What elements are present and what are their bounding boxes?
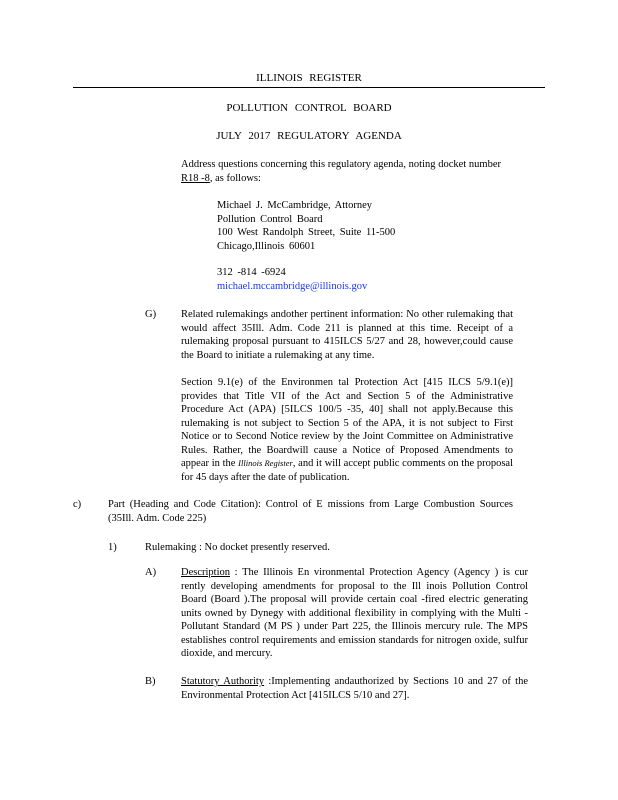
item-a-text [181, 566, 528, 661]
item-g-para1: Related rulemakings andother pertinent information: No other rulemaking that would affect 35Ill. Adm. Code 211 is planned at this time. Receipt of a rulemaking proposal pursuant to 415ILCS 5/27 and 28, however,could cause the Board to initiate a rulemaking at any time. [181, 309, 513, 361]
contact-name: Michael J. McCambridge, Attorney [217, 200, 373, 211]
address-intro [181, 158, 501, 185]
agenda-title: JULY 2017 REGULATORY AGENDA [216, 130, 402, 142]
header-rule [73, 87, 545, 88]
contact-org: Pollution Control Board [217, 213, 323, 225]
board-title: POLLUTION CONTROL BOARD [226, 102, 392, 114]
item-g-label: G) [145, 309, 157, 320]
address-intro-tail: , as follows: [209, 172, 261, 184]
item-g-para2 [181, 376, 513, 484]
item-b-text [181, 675, 528, 702]
item-b-label: B) [145, 676, 156, 687]
item-g-para2-b: , and it will accept public comments on the proposal for 45 days after the date of publication. [181, 458, 514, 483]
item-g-para2-a: Section 9.1(e) of the Environmen tal Protection Act [415 ILCS 5/9.1(e)] provides that Title VII of the Act and Section 5 of the Administrative Procedure Act (APA) [5ILCS 100/5 -35, 40] shall not apply.Because this rulemaking is not subject to Section 5 of the APA, it is not subject to First Notice or to Second Notice review by the Joint Committee on Administrative Rules. Rather, the Boardwill cause a Notice of Proposed Amendments to appear in the [181, 377, 513, 469]
contact-email-link[interactable]: michael.mccambridge@illinois.gov [217, 280, 368, 292]
item-c-text: Part (Heading and Code Citation): Control of E missions from Large Combustion Sources (35Ill. Adm. Code 225) [108, 499, 513, 524]
description-body: : The Illinois En vironmental Protection Agency (Agency ) is cur rently developing amendments for proposal to the Ill inois Pollution Control Board (Board ).The proposal will provide certain coal -fired electric generating units owned by Dynegy with additional flexibility in complying with the Multi -Pollutant Standard (M PS ) under Part 225, the Illinois mercury rule. The MPS establishes control requirements and emission standards for nitrogen oxide, sulfur dioxide, and mercury. [181, 567, 528, 659]
contact-block [217, 199, 477, 293]
item-a-label: A) [145, 567, 157, 578]
statutory-authority-body: :Implementing andauthorized by Sections 10 and 27 of the Environmental Protection Act [415ILCS 5/10 and 27]. [181, 676, 529, 701]
address-intro-text: Address questions concerning this regulatory agenda, noting docket number [181, 159, 501, 170]
item-1-text: Rulemaking : No docket presently reserved. [145, 542, 330, 553]
item-c-label: c) [73, 499, 82, 510]
item-1-label: 1) [108, 542, 117, 553]
register-title: ILLINOIS REGISTER [256, 72, 362, 84]
contact-city: Chicago,Illinois 60601 [217, 240, 316, 252]
statutory-authority-heading: Statutory Authority [181, 676, 265, 687]
description-heading: Description [181, 567, 230, 578]
docket-number: R18 -8 [181, 172, 210, 184]
contact-phone: 312 -814 -6924 [217, 267, 286, 278]
illinois-register-italic: Illinois Register [238, 458, 293, 468]
contact-street: 100 West Randolph Street, Suite 11-500 [217, 227, 396, 238]
